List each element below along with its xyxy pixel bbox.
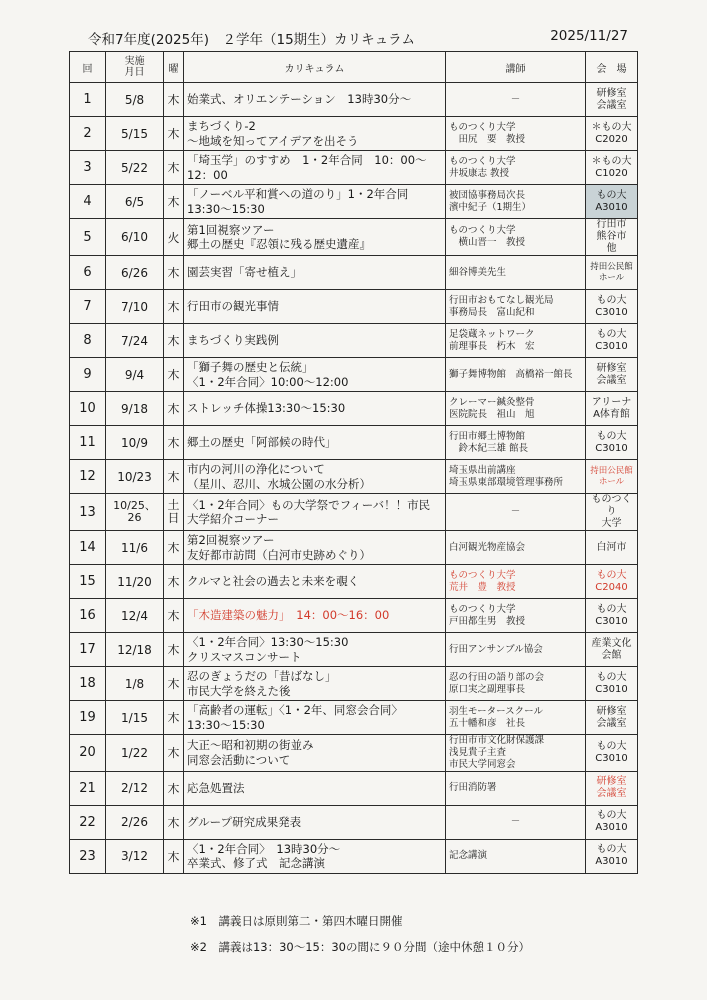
row-day: 木 <box>164 599 184 633</box>
row-number: 23 <box>70 839 106 873</box>
row-day: 木 <box>164 701 184 735</box>
table-row <box>70 256 638 290</box>
row-lecturer: － <box>446 805 586 839</box>
row-lecturer: 行田市おもてなし観光局 事務局長 富山紀和 <box>446 290 586 324</box>
row-venue: 研修室 会議室 <box>586 358 638 392</box>
row-lecturer: 被団協事務局次長 濱中紀子（1期生） <box>446 185 586 219</box>
table-row <box>70 494 638 531</box>
row-venue: 持田公民館 ホール <box>586 256 638 290</box>
row-venue: ものつく り 大学 <box>586 494 638 531</box>
row-lecturer: 行田市郷土博物館 鈴木紀三雄 館長 <box>446 426 586 460</box>
row-date: 10/25、 26 <box>106 494 164 531</box>
row-number: 1 <box>70 83 106 117</box>
table-row <box>70 358 638 392</box>
row-number: 9 <box>70 358 106 392</box>
row-curriculum: 「高齢者の運転」〈1・2年、同窓会合同〉 13:30～15:30 <box>184 701 446 735</box>
row-date: 1/15 <box>106 701 164 735</box>
table-row <box>70 460 638 494</box>
row-curriculum: 園芸実習「寄せ植え」 <box>184 256 446 290</box>
row-curriculum: 「埼玉学」のすすめ 1・2年合同 10：00～12：00 <box>184 151 446 185</box>
table-row <box>70 565 638 599</box>
row-curriculum: 「木造建築の魅力」 14：00～16：00 <box>184 599 446 633</box>
table-header-row <box>70 52 638 83</box>
row-venue: もの大 C3010 <box>586 667 638 701</box>
row-number: 21 <box>70 771 106 805</box>
row-venue: 研修室 会議室 <box>586 83 638 117</box>
row-venue: もの大 C2040 <box>586 565 638 599</box>
table-row <box>70 771 638 805</box>
row-date: 6/5 <box>106 185 164 219</box>
row-lecturer: 白河観光物産協会 <box>446 531 586 565</box>
row-number: 17 <box>70 633 106 667</box>
row-number: 11 <box>70 426 106 460</box>
row-venue: もの大 C3010 <box>586 290 638 324</box>
row-day: 木 <box>164 805 184 839</box>
row-date: 9/4 <box>106 358 164 392</box>
header-lecturer: 講師 <box>446 52 586 83</box>
row-number: 10 <box>70 392 106 426</box>
row-number: 16 <box>70 599 106 633</box>
row-venue: ＊もの大 C2020 <box>586 117 638 151</box>
table-row <box>70 83 638 117</box>
row-date: 5/8 <box>106 83 164 117</box>
row-venue: もの大 C3010 <box>586 426 638 460</box>
table-row <box>70 426 638 460</box>
table-row <box>70 117 638 151</box>
row-day: 木 <box>164 83 184 117</box>
row-number: 5 <box>70 219 106 256</box>
table-row <box>70 735 638 772</box>
row-date: 10/23 <box>106 460 164 494</box>
table-row <box>70 185 638 219</box>
row-day: 木 <box>164 771 184 805</box>
row-curriculum: クルマと社会の過去と未来を覗く <box>184 565 446 599</box>
row-curriculum: 行田市の観光事情 <box>184 290 446 324</box>
header-venue: 会 場 <box>586 52 638 83</box>
row-lecturer: 行田市市文化財保護課 浅見貴子主査 市民大学同窓会 <box>446 735 586 772</box>
row-lecturer: － <box>446 83 586 117</box>
row-venue: アリーナ A体育館 <box>586 392 638 426</box>
row-date: 12/18 <box>106 633 164 667</box>
note-1: ※1 講義日は原則第二・第四木曜日開催 <box>190 914 403 928</box>
header-day: 曜 <box>164 52 184 83</box>
row-lecturer: ものつくり大学 田尻 要 教授 <box>446 117 586 151</box>
row-date: 9/18 <box>106 392 164 426</box>
row-number: 3 <box>70 151 106 185</box>
document-date: 2025/11/27 <box>550 28 628 44</box>
row-number: 20 <box>70 735 106 772</box>
row-curriculum: ストレッチ体操13:30～15:30 <box>184 392 446 426</box>
row-lecturer: 埼玉県出前講座 埼玉県東部環境管理事務所 <box>446 460 586 494</box>
row-number: 19 <box>70 701 106 735</box>
row-day: 木 <box>164 151 184 185</box>
row-venue: 行田市 熊谷市 他 <box>586 219 638 256</box>
table-row <box>70 151 638 185</box>
row-number: 8 <box>70 324 106 358</box>
row-venue: もの大 C3010 <box>586 735 638 772</box>
row-date: 6/26 <box>106 256 164 290</box>
row-date: 3/12 <box>106 839 164 873</box>
row-lecturer: ものつくり大学 横山晋一 教授 <box>446 219 586 256</box>
row-day: 木 <box>164 565 184 599</box>
row-number: 14 <box>70 531 106 565</box>
row-day: 木 <box>164 667 184 701</box>
table-row <box>70 839 638 873</box>
row-day: 木 <box>164 392 184 426</box>
header-curriculum: カリキュラム <box>184 52 446 83</box>
row-date: 6/10 <box>106 219 164 256</box>
row-day: 木 <box>164 290 184 324</box>
note-2: ※2 講義は13：30～15：30の間に９０分間（途中休憩１０分） <box>190 940 530 954</box>
row-lecturer: － <box>446 494 586 531</box>
row-number: 15 <box>70 565 106 599</box>
header <box>88 28 628 50</box>
row-curriculum: 第1回視察ツアー 郷土の歴史『忍領に残る歴史遺産』 <box>184 219 446 256</box>
table-row <box>70 599 638 633</box>
row-number: 22 <box>70 805 106 839</box>
row-venue: 研修室 会議室 <box>586 771 638 805</box>
table-row <box>70 531 638 565</box>
table-row <box>70 392 638 426</box>
row-curriculum: 始業式、オリエンテーション 13時30分～ <box>184 83 446 117</box>
row-date: 7/10 <box>106 290 164 324</box>
row-lecturer: 羽生モータースクール 五十幡和彦 社長 <box>446 701 586 735</box>
row-day: 木 <box>164 531 184 565</box>
table-row <box>70 667 638 701</box>
table-row <box>70 701 638 735</box>
row-curriculum: 「ノーベル平和賞への道のり」1・2年合同 13:30～15:30 <box>184 185 446 219</box>
table-row <box>70 290 638 324</box>
row-day: 木 <box>164 324 184 358</box>
row-date: 11/20 <box>106 565 164 599</box>
row-venue: 産業文化 会館 <box>586 633 638 667</box>
header-date: 実施 月日 <box>106 52 164 83</box>
row-date: 7/24 <box>106 324 164 358</box>
row-day: 木 <box>164 256 184 290</box>
document-title: 令和7年度(2025年) ２学年（15期生）カリキュラム <box>88 32 416 48</box>
header-no: 回 <box>70 52 106 83</box>
row-number: 6 <box>70 256 106 290</box>
row-curriculum: グループ研究成果発表 <box>184 805 446 839</box>
row-curriculum: 第2回視察ツアー 友好都市訪問（白河市史跡めぐり） <box>184 531 446 565</box>
row-lecturer: 記念講演 <box>446 839 586 873</box>
row-lecturer: 忍の行田の語り部の会 原口実之副理事長 <box>446 667 586 701</box>
row-day: 木 <box>164 735 184 772</box>
row-date: 2/26 <box>106 805 164 839</box>
curriculum-table <box>69 51 638 874</box>
row-day: 木 <box>164 633 184 667</box>
row-day: 木 <box>164 185 184 219</box>
row-day: 木 <box>164 117 184 151</box>
row-venue: 研修室 会議室 <box>586 701 638 735</box>
row-date: 1/8 <box>106 667 164 701</box>
row-date: 12/4 <box>106 599 164 633</box>
table-row <box>70 805 638 839</box>
table-row <box>70 219 638 256</box>
table-row <box>70 324 638 358</box>
row-number: 18 <box>70 667 106 701</box>
row-curriculum: まちづくり実践例 <box>184 324 446 358</box>
row-venue: ＊もの大 C1020 <box>586 151 638 185</box>
row-curriculum: 〈1・2年合同〉もの大学祭でフィーバ！！市民 大学紹介コーナー <box>184 494 446 531</box>
row-venue: もの大 C3010 <box>586 324 638 358</box>
row-number: 4 <box>70 185 106 219</box>
row-day: 木 <box>164 839 184 873</box>
row-date: 10/9 <box>106 426 164 460</box>
row-number: 2 <box>70 117 106 151</box>
row-lecturer: 足袋蔵ネットワーク 前理事長 朽木 宏 <box>446 324 586 358</box>
row-curriculum: 大正～昭和初期の街並み 同窓会活動について <box>184 735 446 772</box>
row-lecturer: 細谷博美先生 <box>446 256 586 290</box>
row-venue: もの大 A3010 <box>586 805 638 839</box>
row-date: 5/15 <box>106 117 164 151</box>
row-day: 木 <box>164 460 184 494</box>
row-venue: もの大 C3010 <box>586 599 638 633</box>
row-venue: もの大 A3010 <box>586 185 638 219</box>
row-number: 7 <box>70 290 106 324</box>
row-number: 12 <box>70 460 106 494</box>
row-day: 木 <box>164 358 184 392</box>
row-date: 2/12 <box>106 771 164 805</box>
row-day: 木 <box>164 426 184 460</box>
row-lecturer: ものつくり大学 戸田都生男 教授 <box>446 599 586 633</box>
row-curriculum: 郷土の歴史「阿部候の時代」 <box>184 426 446 460</box>
row-day: 火 <box>164 219 184 256</box>
row-curriculum: 〈1・2年合同〉 13時30分～ 卒業式、修了式 記念講演 <box>184 839 446 873</box>
row-curriculum: 「獅子舞の歴史と伝統」 〈1・2年合同〉10:00～12:00 <box>184 358 446 392</box>
row-date: 1/22 <box>106 735 164 772</box>
row-curriculum: 忍のぎょうだの「昔ばなし」 市民大学を終えた後 <box>184 667 446 701</box>
row-lecturer: 行田消防署 <box>446 771 586 805</box>
row-curriculum: 〈1・2年合同〉13:30～15:30 クリスマスコンサート <box>184 633 446 667</box>
row-curriculum: 応急処置法 <box>184 771 446 805</box>
row-lecturer: ものつくり大学 荒井 豊 教授 <box>446 565 586 599</box>
row-date: 5/22 <box>106 151 164 185</box>
row-venue: 持田公民館 ホール <box>586 460 638 494</box>
row-lecturer: 行田アンサンブル協会 <box>446 633 586 667</box>
row-venue: もの大 A3010 <box>586 839 638 873</box>
row-date: 11/6 <box>106 531 164 565</box>
row-curriculum: 市内の河川の浄化について （星川、忍川、水城公園の水分析） <box>184 460 446 494</box>
row-venue: 白河市 <box>586 531 638 565</box>
row-lecturer: クレーマー鍼灸整骨 医院院長 祖山 旭 <box>446 392 586 426</box>
row-number: 13 <box>70 494 106 531</box>
row-lecturer: ものつくり大学 井坂康志 教授 <box>446 151 586 185</box>
row-curriculum: まちづくり-2 ～地域を知ってアイデアを出そう <box>184 117 446 151</box>
row-day: 土 日 <box>164 494 184 531</box>
table-row <box>70 633 638 667</box>
row-lecturer: 獅子舞博物館 高橋裕一館長 <box>446 358 586 392</box>
